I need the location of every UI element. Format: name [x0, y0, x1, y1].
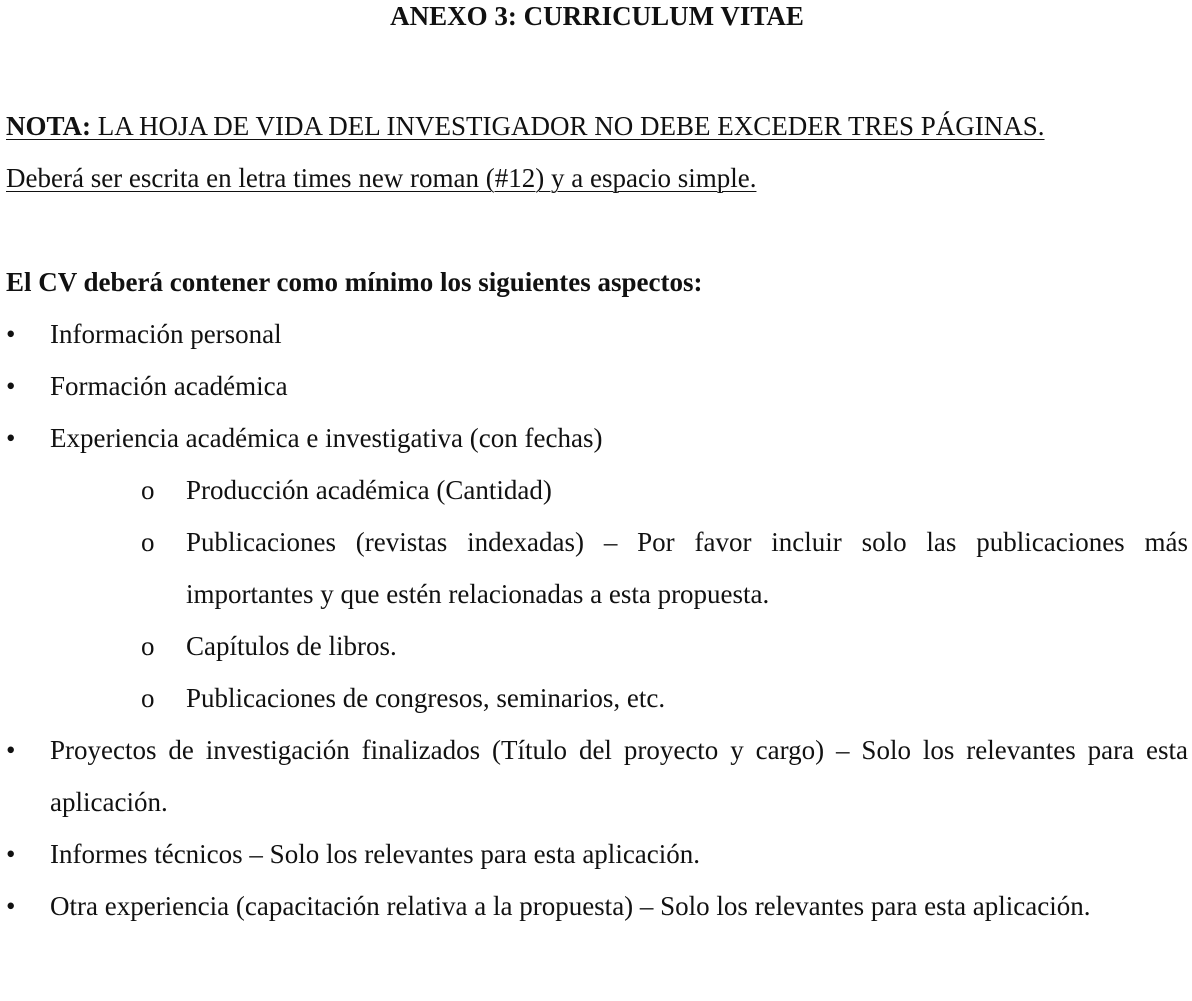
circle-bullet-icon: o — [141, 631, 155, 661]
bullet-icon: • — [6, 371, 16, 401]
bullet-icon: • — [6, 423, 16, 453]
list-item-text: Informes técnicos – Solo los relevantes para esta aplicación. — [50, 839, 701, 869]
bullet-icon: • — [6, 839, 16, 869]
circle-bullet-icon: o — [141, 475, 155, 505]
nota-label: NOTA: — [6, 111, 91, 141]
intro-heading: El CV deberá contener como mínimo los siguientes aspectos: — [6, 267, 703, 297]
sub-list-item-text: Capítulos de libros. — [186, 631, 397, 661]
cv-requirements-list — [6, 308, 1188, 932]
nota-line-1 — [6, 100, 1188, 152]
circle-bullet-icon: o — [141, 527, 155, 557]
circle-bullet-icon: o — [141, 683, 155, 713]
list-item — [6, 724, 1188, 828]
nota-text-2: Deberá ser escrita en letra times new roman (#12) y a espacio simple. — [6, 163, 757, 193]
sub-list-item — [6, 464, 1188, 516]
bullet-icon: • — [6, 891, 16, 921]
bullet-icon: • — [6, 735, 16, 765]
bullet-icon: • — [6, 319, 16, 349]
list-item-text: Formación académica — [50, 371, 288, 401]
sub-list-item-text: Publicaciones (revistas indexadas) – Por favor incluir solo las publicaciones más importantes y que estén relacionadas a esta propuesta. — [186, 527, 1188, 609]
sub-list-item-text: Publicaciones de congresos, seminarios, etc. — [186, 683, 666, 713]
nota-block — [6, 100, 1188, 204]
list-item — [6, 880, 1188, 932]
list-item — [6, 308, 1188, 360]
list-item — [6, 360, 1188, 412]
document-page — [6, 0, 1188, 932]
nota-text-1: LA HOJA DE VIDA DEL INVESTIGADOR NO DEBE EXCEDER TRES PÁGINAS. — [91, 111, 1045, 141]
sub-list-item — [6, 672, 1188, 724]
list-item-text: Experiencia académica e investigativa (con fechas) — [50, 423, 603, 453]
sub-list — [50, 464, 1188, 724]
sub-list-item — [6, 516, 1188, 620]
list-item — [6, 412, 1188, 724]
nota-line-2 — [6, 152, 1188, 204]
document-title: ANEXO 3: CURRICULUM VITAE — [390, 1, 804, 31]
sub-list-item-text: Producción académica (Cantidad) — [186, 475, 552, 505]
list-item-text: Proyectos de investigación finalizados (Título del proyecto y cargo) – Solo los relevantes para esta aplicación. — [50, 735, 1188, 817]
list-item-text: Información personal — [50, 319, 282, 349]
sub-list-item — [6, 620, 1188, 672]
list-item-text: Otra experiencia (capacitación relativa a la propuesta) – Solo los relevantes para esta aplicación. — [50, 891, 1091, 921]
list-item — [6, 828, 1188, 880]
